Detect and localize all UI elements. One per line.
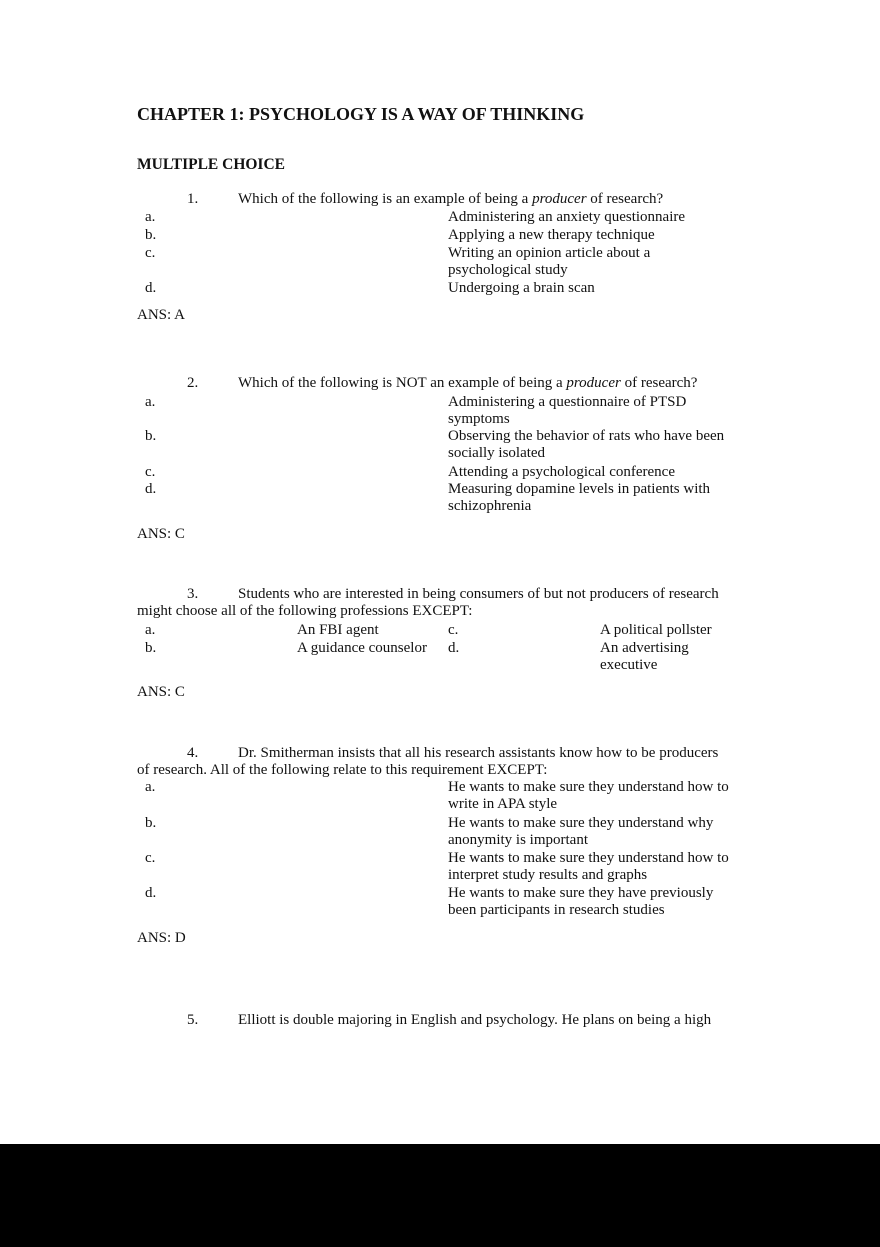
question-number: 2. xyxy=(187,375,199,391)
option-text: He wants to make sure they have previously been participants in research studies xyxy=(448,885,714,918)
question-stem-line-1: Elliott is double majoring in English and psychology. He plans on being a high xyxy=(238,1012,712,1028)
option-letter: a. xyxy=(145,622,156,638)
option-letter: b. xyxy=(145,640,157,656)
option-text: Undergoing a brain scan xyxy=(448,280,595,296)
stem-text: of research? xyxy=(586,191,664,207)
option-text: He wants to make sure they understand how to interpret study results and graphs xyxy=(448,850,729,883)
option-letter: a. xyxy=(145,209,156,225)
option-text: Administering a questionnaire of PTSD symptoms xyxy=(448,394,687,427)
answer-key: ANS: D xyxy=(137,930,186,946)
option-text: Administering an anxiety questionnaire xyxy=(448,209,686,225)
question-stem xyxy=(238,191,663,208)
option-letter: c. xyxy=(145,464,156,480)
chapter-title: CHAPTER 1: PSYCHOLOGY IS A WAY OF THINKING xyxy=(137,104,585,124)
stem-text: Which of the following is an example of being a xyxy=(238,191,533,207)
option-text: Applying a new therapy technique xyxy=(448,227,655,243)
question-stem-line-1: Dr. Smitherman insists that all his research assistants know how to be producers xyxy=(238,745,719,761)
option-letter: a. xyxy=(145,394,156,410)
stem-emphasis: producer xyxy=(566,375,621,391)
question-number: 4. xyxy=(187,745,199,761)
option-text: A political pollster xyxy=(600,622,712,638)
option-letter: b. xyxy=(145,227,157,243)
option-letter: d. xyxy=(145,481,157,497)
bottom-black-region xyxy=(0,1144,880,1247)
answer-key: ANS: A xyxy=(137,307,185,323)
option-text: He wants to make sure they understand why anonymity is important xyxy=(448,815,714,848)
option-letter: a. xyxy=(145,779,156,795)
question-number: 1. xyxy=(187,191,199,207)
option-letter: c. xyxy=(448,622,459,638)
option-letter: d. xyxy=(145,885,157,901)
question-number: 5. xyxy=(187,1012,199,1028)
question-number: 3. xyxy=(187,586,199,602)
option-letter: d. xyxy=(448,640,460,656)
question-stem-line-1: Students who are interested in being consumers of but not producers of research xyxy=(238,586,719,602)
stem-emphasis: producer xyxy=(532,191,587,207)
option-text: He wants to make sure they understand how to write in APA style xyxy=(448,779,729,812)
section-heading: MULTIPLE CHOICE xyxy=(137,156,285,173)
answer-key: ANS: C xyxy=(137,684,185,700)
stem-text: Which of the following is NOT an example of being a xyxy=(238,375,567,391)
option-text: An advertising executive xyxy=(600,640,689,673)
answer-key: ANS: C xyxy=(137,526,185,542)
question-stem-line-2: of research. All of the following relate to this requirement EXCEPT: xyxy=(137,762,548,778)
option-text: Measuring dopamine levels in patients with schizophrenia xyxy=(448,481,711,514)
option-text: Writing an opinion article about a psychological study xyxy=(448,245,651,278)
option-letter: d. xyxy=(145,280,157,296)
option-letter: b. xyxy=(145,815,157,831)
option-letter: b. xyxy=(145,428,157,444)
question-stem-line-2: might choose all of the following professions EXCEPT: xyxy=(137,603,473,619)
option-text: Observing the behavior of rats who have been socially isolated xyxy=(448,428,725,461)
option-text: Attending a psychological conference xyxy=(448,464,675,480)
question-stem xyxy=(238,375,697,392)
stem-text: of research? xyxy=(620,375,698,391)
option-letter: c. xyxy=(145,850,156,866)
option-text: An FBI agent xyxy=(297,622,379,638)
option-letter: c. xyxy=(145,245,156,261)
option-text: A guidance counselor xyxy=(297,640,427,656)
